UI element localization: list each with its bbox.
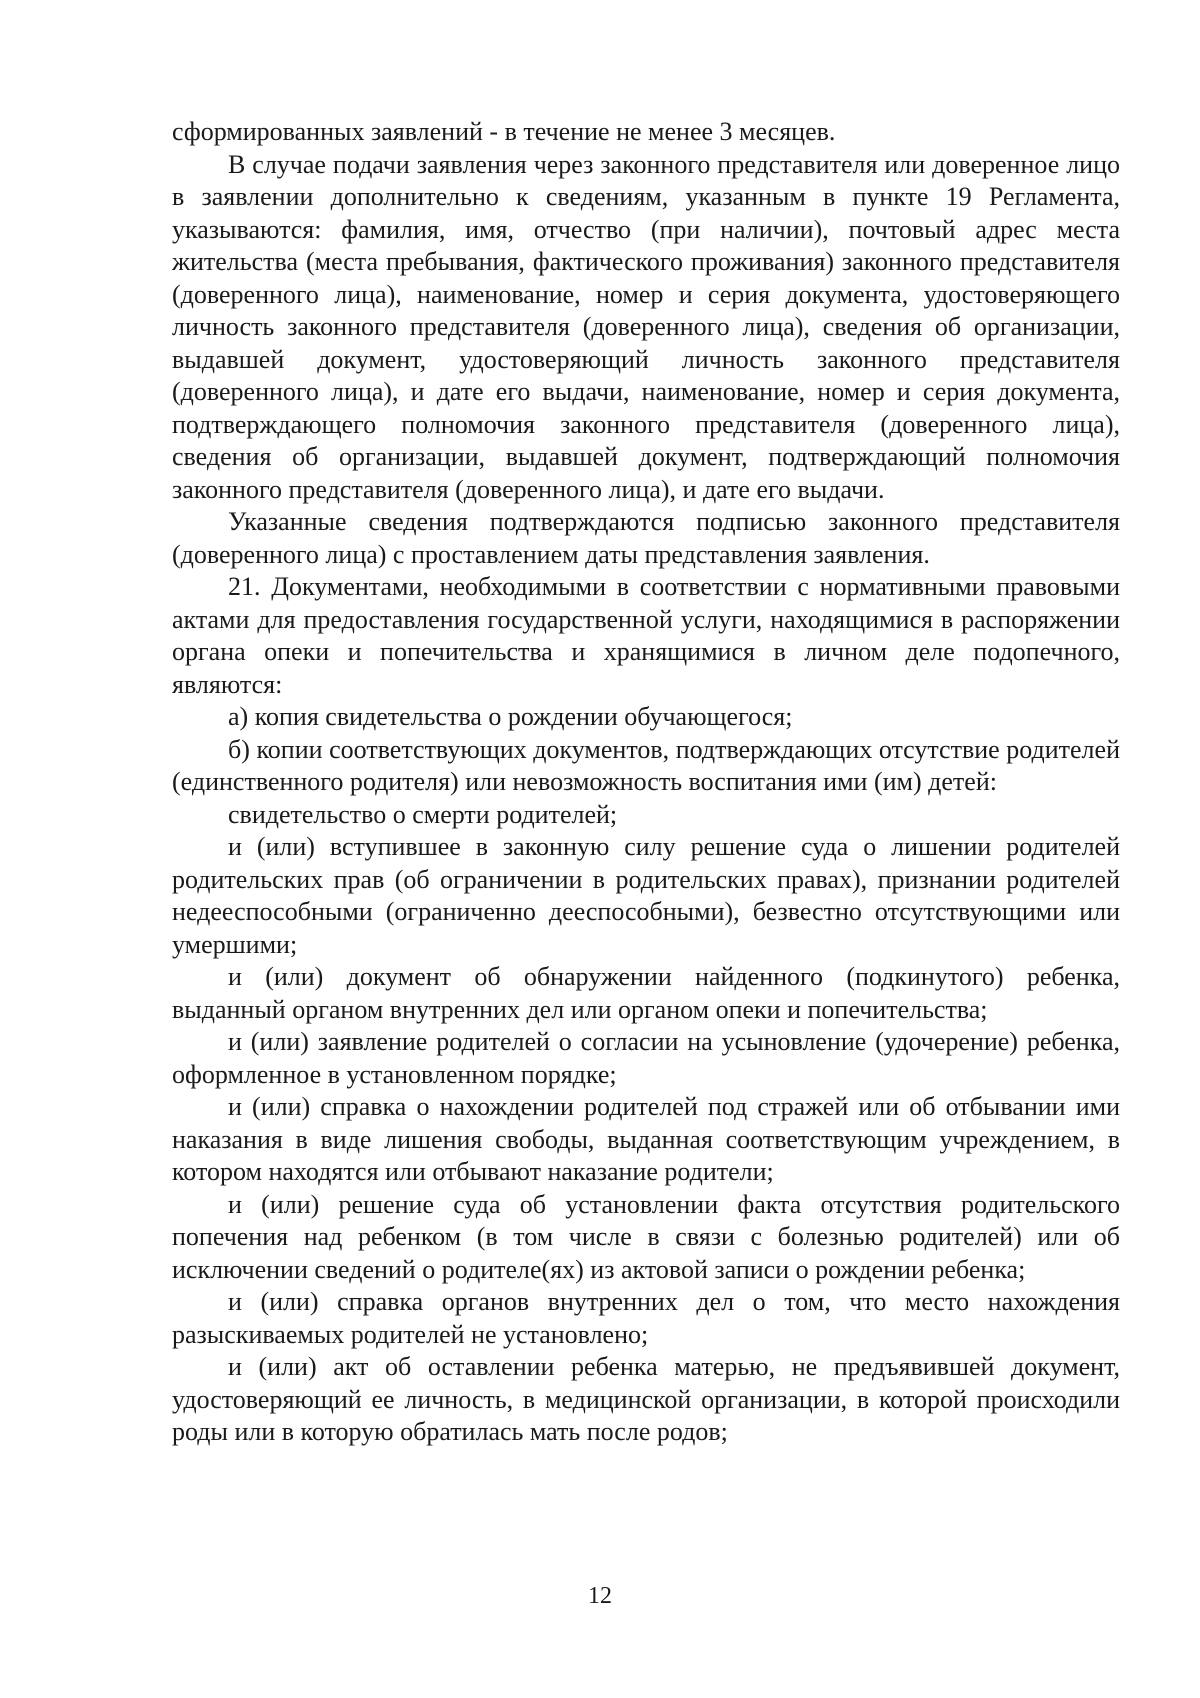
list-subitem-death-certificate: свидетельство о смерти родителей;: [228, 799, 618, 829]
list-subitem-lack-of-care: и (или) решение суда об установлении факта отсутствия родительского попечения над ребенком (в том числе в связи с болезнью родителей) или об исключении сведений о родителе(ях) из актовой записи о рождении ребенка;: [172, 1189, 1120, 1284]
paragraph-representative-info: В случае подачи заявления через законного представителя или доверенное лицо в заявлении дополнительно к сведениям, указанным в пункте 19 Регламента, указываются: фамилия, имя, отчество (при наличии), почтовый адрес места жительства (места пребывания, фактического проживания) законного представителя (доверенного лица), наименование, номер и серия документа, удостоверяющего личность законного представителя (доверенного лица), сведения об организации, выдавшей документ, удостоверяющий личность законного представителя (доверенного лица), и дате его выдачи, наименование, номер и серия документа, подтверждающего полномочия законного представителя (доверенного лица), сведения об организации, выдавшей документ, подтверждающий полномочия законного представителя (доверенного лица), и дате его выдачи.: [172, 149, 1120, 504]
list-subitem-custody-certificate: и (или) справка о нахождении родителей под стражей или об отбывании ими наказания в виде лишения свободы, выданная соответствующим учреждением, в котором находятся или отбывают наказание родители;: [172, 1092, 1120, 1186]
list-subitem-found-child: и (или) документ об обнаружении найденного (подкинутого) ребенка, выданный органом внутренних дел или органом опеки и попечительства;: [172, 962, 1120, 1024]
paragraph-continuation: сформированных заявлений - в течение не менее 3 месяцев.: [172, 117, 836, 146]
list-subitem-adoption-consent: и (или) заявление родителей о согласии на усыновление (удочерение) ребенка, оформленное в установленном порядке;: [172, 1027, 1120, 1089]
list-item-a: а) копия свидетельства о рождении обучающегося;: [228, 702, 793, 731]
list-subitem-wanted-parents: и (или) справка органов внутренних дел о том, что место нахождения разыскиваемых родителей не установлено;: [172, 1287, 1120, 1349]
list-item-b: б) копии соответствующих документов, подтверждающих отсутствие родителей (единственного родителя) или невозможность воспитания ими (им) детей:: [172, 734, 1120, 796]
document-body: [172, 116, 1120, 1449]
list-subitem-court-decision: и (или) вступившее в законную силу решение суда о лишении родителей родительских прав (об ограничении в родительских правах), признании родителей недееспособными (ограниченно дееспособными), безвестно отсутствующими или умершими;: [172, 832, 1120, 959]
list-subitem-abandonment-act: и (или) акт об оставлении ребенка матерью, не предъявившей документ, удостоверяющий ее личность, в медицинской организации, в которой происходили роды или в которую обратилась мать после родов;: [172, 1352, 1120, 1446]
page-number: 12: [588, 1583, 612, 1609]
paragraph-item-21: 21. Документами, необходимыми в соответствии с нормативными правовыми актами для предоставления государственной услуги, находящимися в распоряжении органа опеки и попечительства и хранящимися в личном деле подопечного, являются:: [172, 572, 1120, 699]
paragraph-signature-confirmation: Указанные сведения подтверждаются подписью законного представителя (доверенного лица) с проставлением даты представления заявления.: [172, 507, 1120, 569]
